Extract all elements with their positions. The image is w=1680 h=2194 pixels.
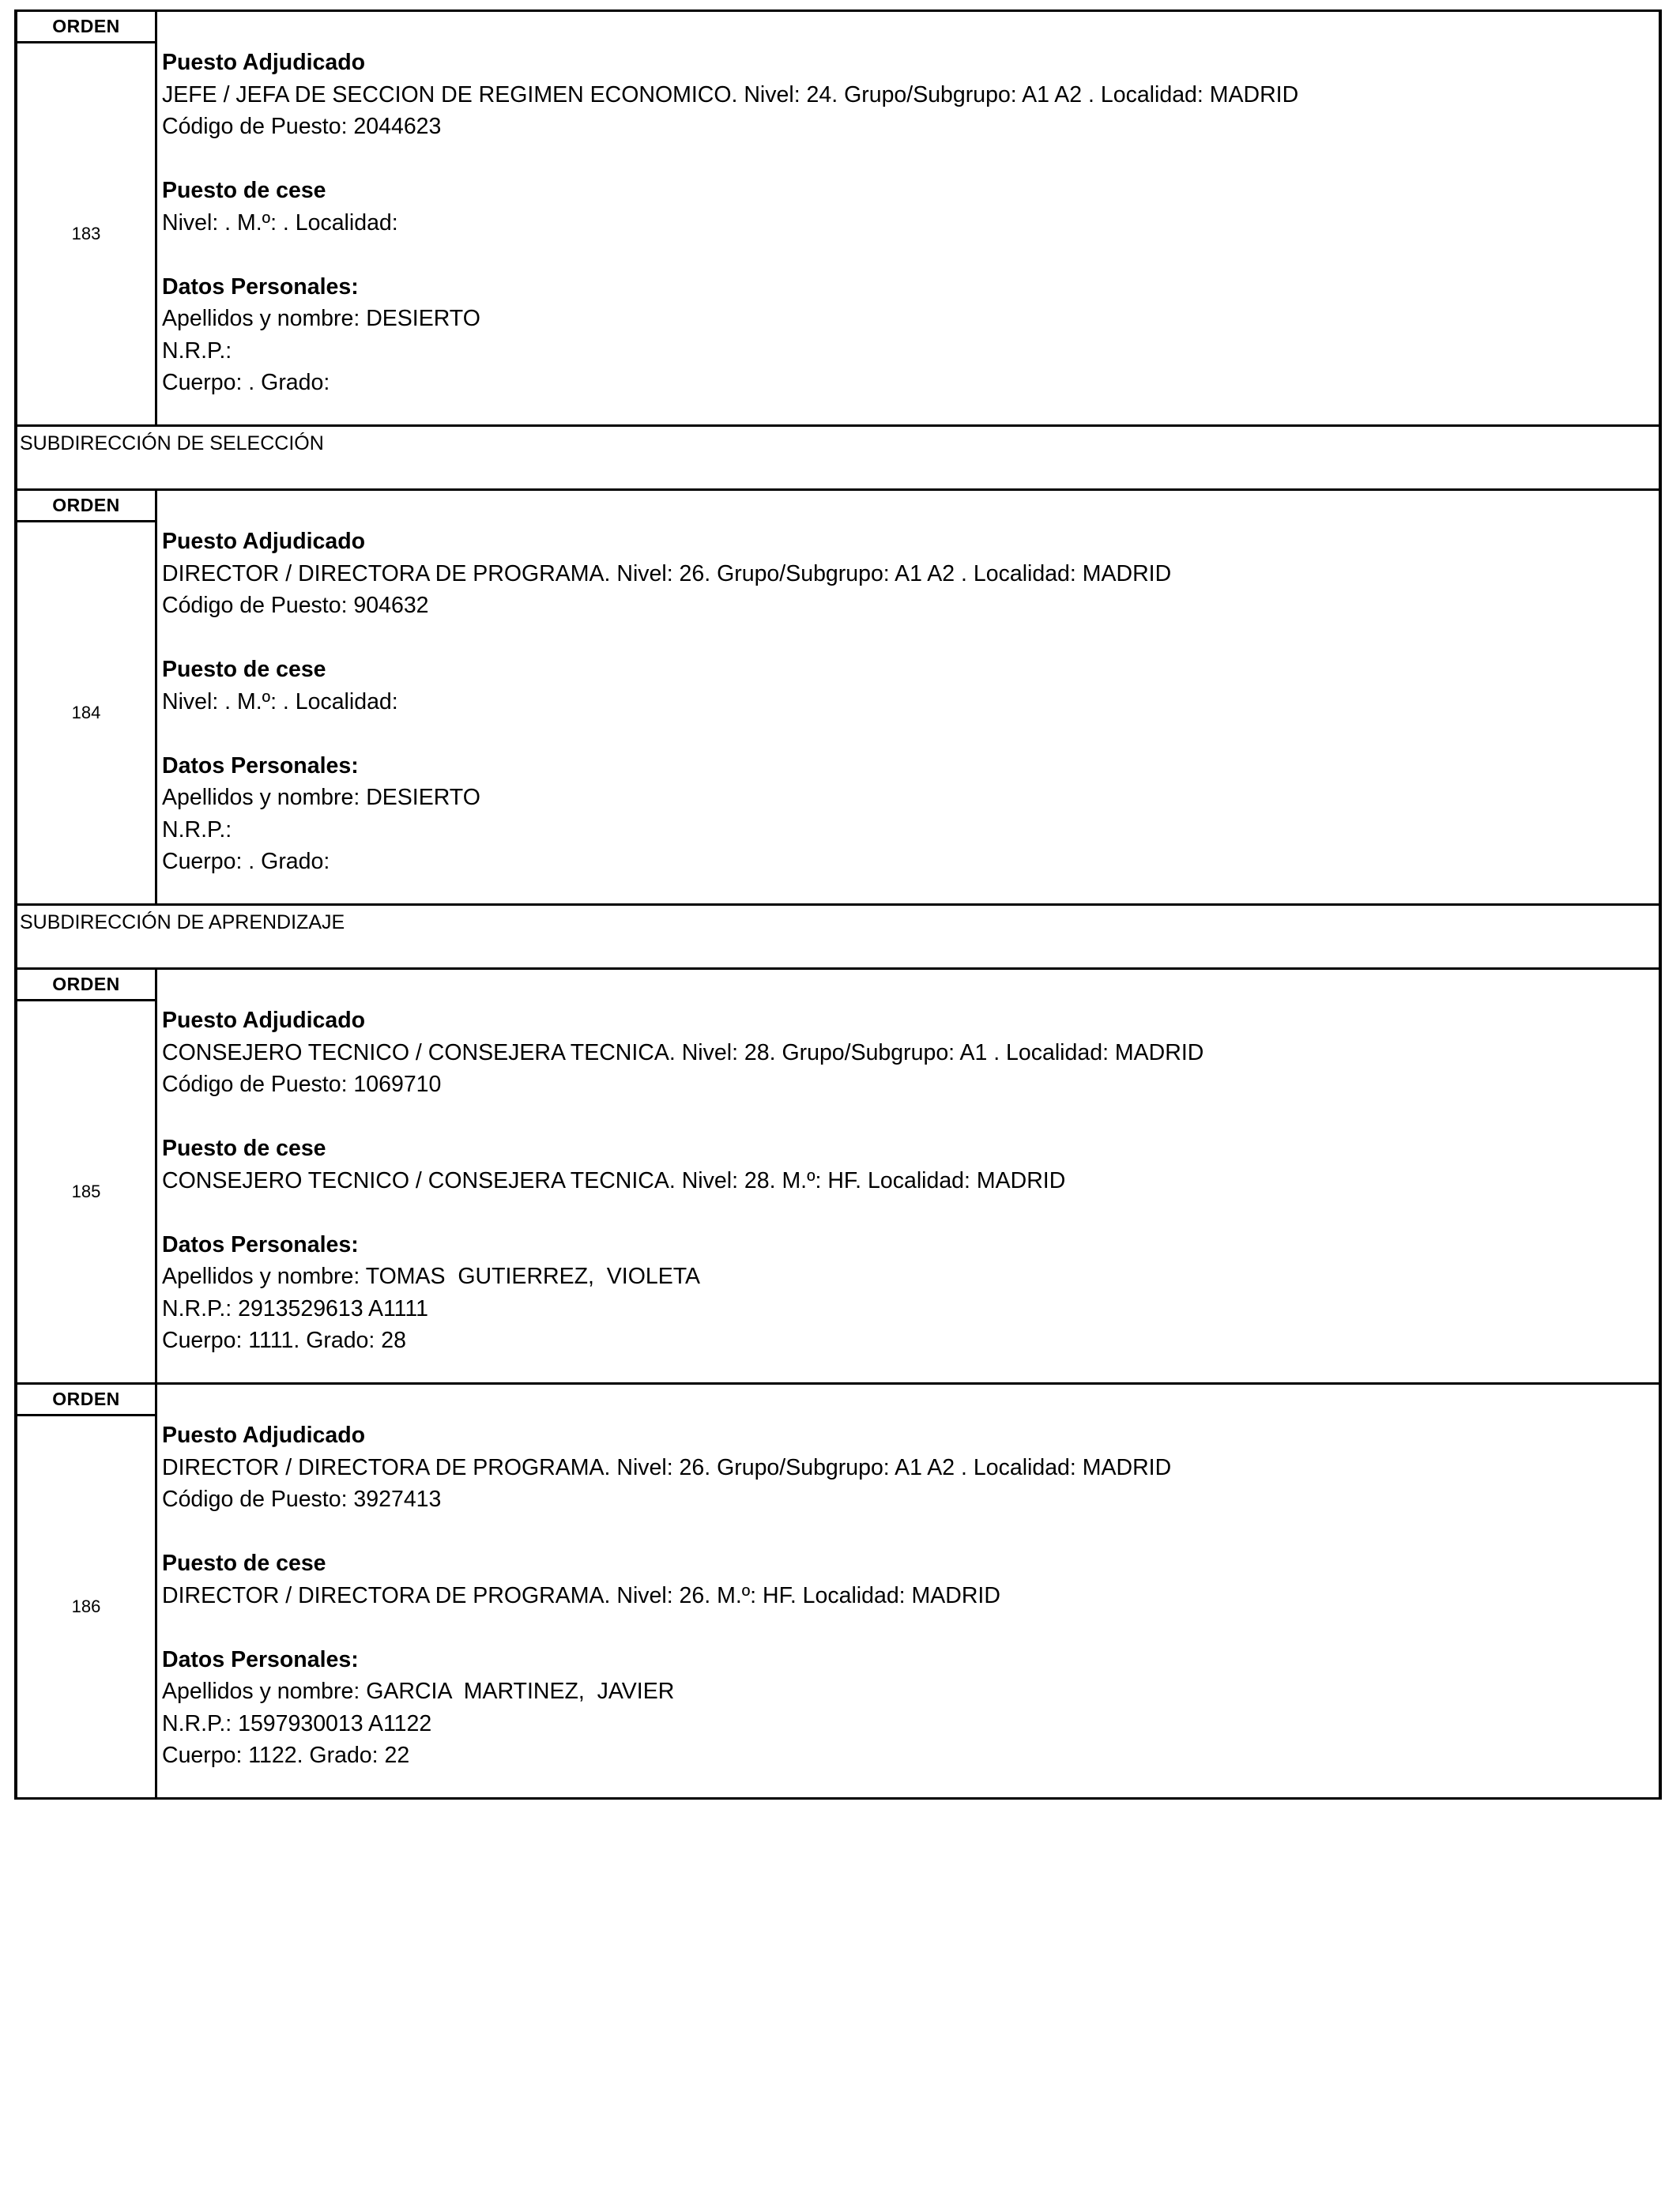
nrp: N.R.P.: <box>162 337 232 364</box>
codigo-puesto: Código de Puesto: 3927413 <box>162 1487 442 1512</box>
orden-number: 183 <box>71 224 101 243</box>
puesto-cese-heading: Puesto de cese <box>162 178 326 203</box>
cuerpo-grado: Cuerpo: 1122. Grado: 22 <box>162 1743 410 1768</box>
codigo-puesto: Código de Puesto: 2044623 <box>162 114 442 139</box>
puesto-adjudicado-heading: Puesto Adjudicado <box>162 1008 366 1033</box>
apellidos-nombre: Apellidos y nombre: GARCIA MARTINEZ, JAVIER <box>162 1679 675 1704</box>
codigo-puesto: Código de Puesto: 904632 <box>162 593 429 618</box>
nrp: N.R.P.: <box>162 816 232 843</box>
apellidos-nombre: Apellidos y nombre: TOMAS GUTIERREZ, VIOLETA <box>162 1264 701 1289</box>
entry-row <box>17 12 1659 427</box>
entry-row <box>17 1385 1659 1800</box>
orden-header: ORDEN <box>17 1385 155 1416</box>
section-header: SUBDIRECCIÓN DE APRENDIZAJE <box>17 906 1659 970</box>
orden-column <box>17 12 157 424</box>
orden-number: 185 <box>71 1182 101 1201</box>
puesto-adjudicado-text: DIRECTOR / DIRECTORA DE PROGRAMA. Nivel: 26. Grupo/Subgrupo: A1 A2 . Localidad: MADRID <box>162 560 1172 586</box>
puesto-cese-text: CONSEJERO TECNICO / CONSEJERA TECNICA. Nivel: 28. M.º: HF. Localidad: MADRID <box>162 1167 1066 1193</box>
nrp: N.R.P.: 1597930013 A1122 <box>162 1710 432 1736</box>
apellidos-nombre: Apellidos y nombre: DESIERTO <box>162 785 480 810</box>
puesto-adjudicado-text: JEFE / JEFA DE SECCION DE REGIMEN ECONOMICO. Nivel: 24. Grupo/Subgrupo: A1 A2 . Localidad: MADRID <box>162 81 1299 107</box>
puesto-cese-heading: Puesto de cese <box>162 657 326 682</box>
puesto-adjudicado-heading: Puesto Adjudicado <box>162 1423 366 1448</box>
datos-personales-heading: Datos Personales: <box>162 1231 359 1257</box>
cuerpo-grado: Cuerpo: 1111. Grado: 28 <box>162 1328 406 1353</box>
orden-header: ORDEN <box>17 12 155 43</box>
puesto-cese-text: Nivel: . M.º: . Localidad: <box>162 688 398 714</box>
puesto-adjudicado-text: CONSEJERO TECNICO / CONSEJERA TECNICA. Nivel: 28. Grupo/Subgrupo: A1 . Localidad: MADRID <box>162 1039 1204 1065</box>
entry-content <box>157 491 1659 903</box>
entry-content <box>157 970 1659 1382</box>
cuerpo-grado: Cuerpo: . Grado: <box>162 849 330 874</box>
orden-column <box>17 1385 157 1797</box>
puesto-adjudicado-heading: Puesto Adjudicado <box>162 50 366 75</box>
orden-header: ORDEN <box>17 491 155 522</box>
entry-row <box>17 970 1659 1385</box>
orden-number: 184 <box>71 703 101 722</box>
puesto-adjudicado-text: DIRECTOR / DIRECTORA DE PROGRAMA. Nivel: 26. Grupo/Subgrupo: A1 A2 . Localidad: MADRID <box>162 1454 1172 1480</box>
puesto-cese-heading: Puesto de cese <box>162 1551 326 1576</box>
codigo-puesto: Código de Puesto: 1069710 <box>162 1072 442 1097</box>
nrp: N.R.P.: 2913529613 A1111 <box>162 1295 429 1321</box>
entry-row <box>17 491 1659 906</box>
entry-content <box>157 12 1659 424</box>
apellidos-nombre: Apellidos y nombre: DESIERTO <box>162 306 480 331</box>
cuerpo-grado: Cuerpo: . Grado: <box>162 370 330 395</box>
datos-personales-heading: Datos Personales: <box>162 1646 359 1672</box>
datos-personales-heading: Datos Personales: <box>162 273 359 300</box>
puesto-adjudicado-heading: Puesto Adjudicado <box>162 529 366 554</box>
datos-personales-heading: Datos Personales: <box>162 752 359 778</box>
puesto-cese-text: Nivel: . M.º: . Localidad: <box>162 209 398 236</box>
entry-content <box>157 1385 1659 1797</box>
puesto-cese-text: DIRECTOR / DIRECTORA DE PROGRAMA. Nivel: 26. M.º: HF. Localidad: MADRID <box>162 1582 1000 1608</box>
orden-column <box>17 491 157 903</box>
section-header: SUBDIRECCIÓN DE SELECCIÓN <box>17 427 1659 491</box>
orden-header: ORDEN <box>17 970 155 1001</box>
orden-column <box>17 970 157 1382</box>
orden-number: 186 <box>71 1596 101 1616</box>
puesto-cese-heading: Puesto de cese <box>162 1136 326 1161</box>
document-table <box>14 9 1662 1800</box>
